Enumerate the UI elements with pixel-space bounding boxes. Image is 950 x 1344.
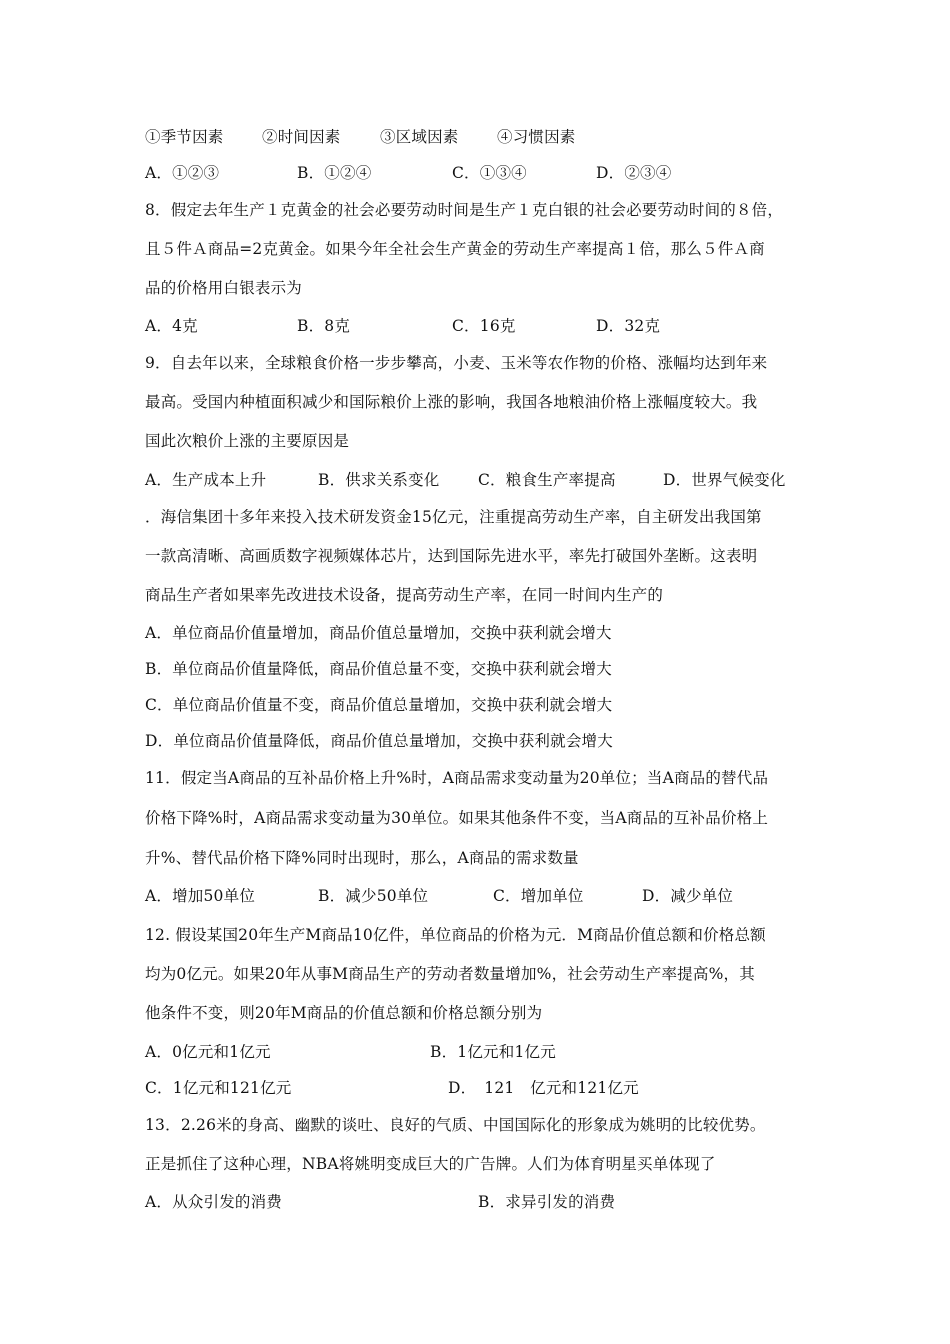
q12-line-3: 他条件不变，则20年M商品的价值总额和价格总额分别为 [145,1004,543,1022]
q11-line-1: 11．假定当A商品的互补品价格上升%时，A商品需求变动量为20单位；当A商品的替代品 [145,769,769,787]
q12-option-a: A．0亿元和1亿元 [145,1043,271,1061]
q7-option-d: D．②③④ [596,164,672,182]
q8-option-d: D．32克 [596,317,661,335]
q8-option-a: A．4克 [145,317,198,335]
q7-option-a: A．①②③ [145,164,220,182]
q8-option-b: B．8克 [297,317,351,335]
q13-option-b: B．求异引发的消费 [478,1193,616,1211]
q9-option-b: B．供求关系变化 [318,471,440,489]
q11-option-c: C．增加单位 [493,887,584,905]
q10-option-a: A．单位商品价值量增加，商品价值总量增加，交换中获利就会增大 [145,624,612,642]
q12-option-d: D． 121 亿元和121亿元 [448,1079,639,1097]
q7-factor-1: ①季节因素 [145,128,224,146]
q7-option-c: C．①③④ [452,164,527,182]
q8-line-2: 且５件Ａ商品=2克黄金。如果今年全社会生产黄金的劳动生产率提高１倍，那么５件Ａ商 [145,240,765,258]
q9-line-2: 最高。受国内种植面积减少和国际粮价上涨的影响，我国各地粮油价格上涨幅度较大。我 [145,393,758,411]
q11-option-b: B．减少50单位 [318,887,429,905]
q8-line-1: 8．假定去年生产１克黄金的社会必要劳动时间是生产１克白银的社会必要劳动时间的８倍， [145,201,784,219]
q12-line-2: 均为0亿元。如果20年从事M商品生产的劳动者数量增加%，社会劳动生产率提高%，其 [145,965,755,983]
q7-factor-3: ③区域因素 [380,128,459,146]
q9-line-3: 国此次粮价上涨的主要原因是 [145,432,350,450]
q9-option-c: C．粮食生产率提高 [478,471,616,489]
q12-line-1: 12. 假设某国20年生产M商品10亿件，单位商品的价格为元．M商品价值总额和价格总额 [145,926,766,944]
q12-option-b: B．1亿元和1亿元 [430,1043,556,1061]
q13-option-a: A．从众引发的消费 [145,1193,282,1211]
q10-line-2: 一款高清晰、高画质数字视频媒体芯片，达到国际先进水平，率先打破国外垄断。这表明 [145,547,758,565]
q13-line-1: 13．2.26米的身高、幽默的谈吐、良好的气质、中国国际化的形象成为姚明的比较优势。 [145,1116,766,1134]
q10-line-3: 商品生产者如果率先改进技术设备，提高劳动生产率，在同一时间内生产的 [145,586,664,604]
q9-line-1: 9．自去年以来，全球粮食价格一步步攀高，小麦、玉米等农作物的价格、涨幅均达到年来 [145,354,768,372]
q7-factor-2: ②时间因素 [262,128,341,146]
q8-line-3: 品的价格用白银表示为 [145,279,303,297]
q10-line-1: ．海信集团十多年来投入技术研发资金15亿元，注重提高劳动生产率，自主研发出我国第 [145,508,762,526]
q8-option-c: C．16克 [452,317,516,335]
q10-option-c: C．单位商品价值量不变，商品价值总量增加，交换中获利就会增大 [145,696,613,714]
q9-option-a: A．生产成本上升 [145,471,267,489]
q9-option-d: D．世界气候变化 [663,471,786,489]
q7-option-b: B．①②④ [297,164,372,182]
q11-line-3: 升%、替代品价格下降%同时出现时，那么，A商品的需求数量 [145,849,579,867]
q11-option-d: D．减少单位 [642,887,734,905]
q11-option-a: A．增加50单位 [145,887,256,905]
q11-line-2: 价格下降%时，A商品需求变动量为30单位。如果其他条件不变，当A商品的互补品价格上 [145,809,769,827]
q12-option-c: C．1亿元和121亿元 [145,1079,292,1097]
q10-option-b: B．单位商品价值量降低，商品价值总量不变，交换中获利就会增大 [145,660,612,678]
q13-line-2: 正是抓住了这种心理，NBA将姚明变成巨大的广告牌。人们为体育明星买单体现了 [145,1155,716,1173]
q7-factor-4: ④习惯因素 [497,128,576,146]
q10-option-d: D．单位商品价值量降低，商品价值总量增加，交换中获利就会增大 [145,732,613,750]
